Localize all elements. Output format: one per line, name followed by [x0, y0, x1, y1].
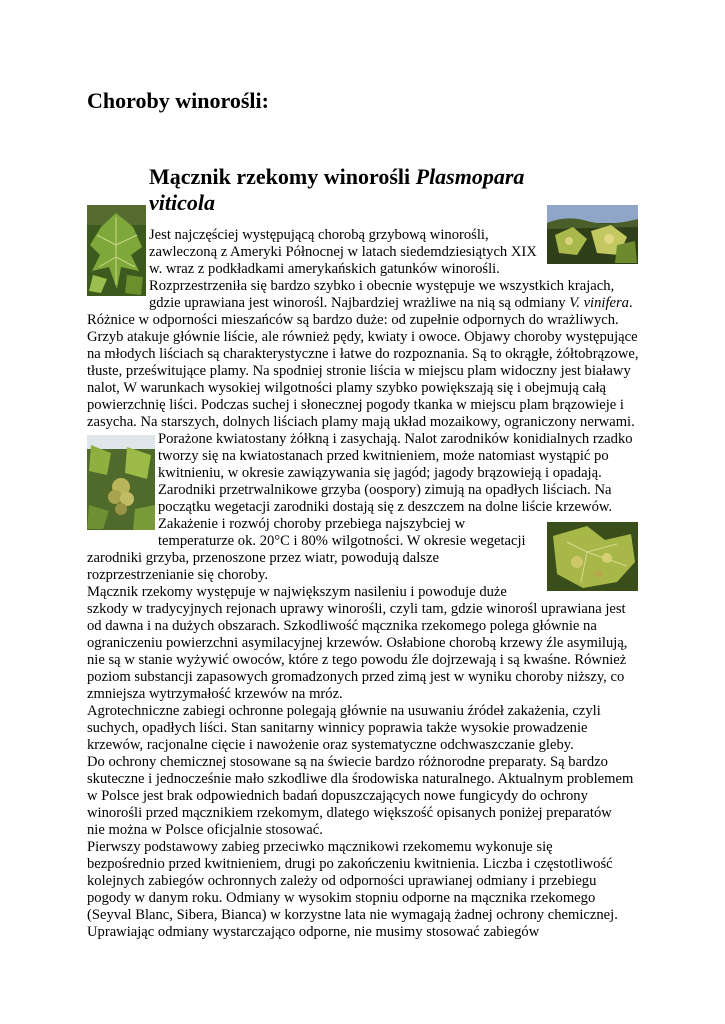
vinifera-latin: V. vinifera — [569, 295, 629, 311]
text-line: Rozprzestrzeniła się bardzo szybko i obecnie występuje we wszystkich krajach, — [149, 278, 615, 294]
vinifera-period: . — [628, 295, 633, 311]
text-line: krzewów, racjonalne cięcie i nawożenie oraz systematyczne odchwaszczanie gleby. — [87, 737, 574, 753]
text-line: w Polsce jest brak odpowiednich badań dopuszczających nowe fungicydy do ochrony — [87, 788, 588, 804]
text-line: rozprzestrzenianie się choroby. — [87, 567, 268, 583]
text-line: zasycha. Na starszych, dolnych liściach plamy mają układ mozaikowy, ograniczony nerwami. — [87, 414, 635, 430]
text-line: początku wegetacji zarodniki dostają się z deszczem na dolne liście krzewów. — [158, 499, 613, 515]
text-line: bezpośrednio przed kwitnieniem, drugi po zakończeniu kwitnienia. Liczba i częstotliwość — [87, 856, 613, 872]
section-title-latin-name: Plasmopara — [415, 164, 525, 189]
text-line: Do ochrony chemicznej stosowane są na świecie bardzo różnorodne preparaty. Są bardzo — [87, 754, 608, 770]
infected-leaves-photo — [547, 205, 638, 264]
section-title-latin-epithet: viticola — [149, 190, 215, 215]
text-line: Pierwszy podstawowy zabieg przeciwko mącznikowi rzekomemu wykonuje się — [87, 839, 553, 855]
text-line: suchych, opadłych liści. Stan sanitarny winnicy poprawia także wysokie prowadzenie — [87, 720, 588, 736]
text-line: tworzy się na kwiatostanach przed kwitnieniem, może natomiast wystąpić po — [158, 448, 609, 464]
text-line: zawleczoną z Ameryki Północnej w latach siedemdziesiątych XIX — [149, 244, 537, 260]
text-line: pogody w danym roku. Odmiany w wysokim stopniu odporne na mącznika rzekomego — [87, 890, 596, 906]
leaf-underside-photo — [547, 522, 638, 591]
text-line: szkody w tradycyjnych rejonach uprawy winorośli, czyli tam, gdzie winorośl uprawiana jest — [87, 601, 626, 617]
text-line: winorośli przed mącznikiem rzekomym, dlatego większość opisanych poniżej preparatów — [87, 805, 612, 821]
page-title: Choroby winorośli: — [87, 88, 269, 113]
section-title-line-1 — [149, 164, 524, 190]
text-line: kolejnych zabiegów ochronnych zależy od odporności uprawianej odmiany i przebiegu — [87, 873, 597, 889]
text-line: na młodych liściach są charakterystyczne i łatwe do rozpoznania. Są to okrągłe, żółtobrązowe, — [87, 346, 639, 362]
text-line: nalot, W warunkach wysokiej wilgotności plamy szybko powiększają się i obejmują całą — [87, 380, 607, 396]
text-line: Agrotechniczne zabiegi ochronne polegają głównie na usuwaniu źródeł zakażenia, czyli — [87, 703, 601, 719]
text-line: kwitnieniu, w okresie zawiązywania się jagód; jagody brązowieją i opadają. — [158, 465, 602, 481]
text-line: od dawna i na dużych obszarach. Szkodliwość mącznika rzekomego polega głównie na — [87, 618, 597, 634]
text-line: powierzchnię liści. Podczas suchej i słonecznej pogody tkanka w miejscu plam brązowieje i — [87, 397, 624, 413]
text-line: Różnice w odporności mieszańców są bardzo duże: od zupełnie odpornych do wrażliwych. — [87, 312, 619, 328]
diseased-cluster-photo — [87, 435, 155, 530]
text-line: Mącznik rzekomy występuje w największym nasileniu i powoduje duże — [87, 584, 507, 600]
text-line: Jest najczęściej występującą chorobą grzybową winorośli, — [149, 227, 489, 243]
text-line: poziom substancji zapasowych gromadzonych przed zimą jest w wyniku choroby niższy, co — [87, 669, 625, 685]
text-line: temperaturze ok. 20°C i 80% wilgotności. W okresie wegetacji — [158, 533, 526, 549]
text-line: zmniejsza wytrzymałość krzewów na mróz. — [87, 686, 343, 702]
text-line: nie można w Polsce oficjalnie stosować. — [87, 822, 323, 838]
text-line: (Seyval Blanc, Sibera, Bianca) w korzystne lata nie wymagają żadnej ochrony chemicznej. — [87, 907, 618, 923]
text-line: Grzyb atakuje głównie liście, ale również pędy, kwiaty i owoce. Objawy choroby występujące — [87, 329, 638, 345]
text-line: nie są w stanie wyżywić owoców, które z tego powodu źle dojrzewają i są kwaśne. Również — [87, 652, 627, 668]
text-line: Porażone kwiatostany żółkną i zasychają. Nalot zarodników konidialnych rzadko — [158, 431, 633, 447]
text-line: Uprawiając odmiany wystarczająco odporne, nie musimy stosować zabiegów — [87, 924, 540, 940]
text-line-vinifera — [149, 295, 633, 311]
text-line: zarodniki grzyba, przenoszone przez wiatr, powodują dalsze — [87, 550, 439, 566]
vinifera-line-text: gdzie uprawiana jest winorośl. Najbardziej wrażliwe na nią są odmiany — [149, 295, 566, 311]
section-title-line-2 — [149, 190, 215, 216]
text-line: skuteczne i jednocześnie mało szkodliwe dla środowiska naturalnego. Aktualnym problemem — [87, 771, 634, 787]
grape-leaf-photo — [87, 205, 146, 296]
section-title-common-name: Mącznik rzekomy winorośli — [149, 164, 411, 189]
text-line: ograniczeniu powierzchni asymilacyjnej krzewów. Osłabione chorobą krzewy źle asymilują, — [87, 635, 628, 651]
text-line: Zakażenie i rozwój choroby przebiega najszybciej w — [158, 516, 466, 532]
text-line: w. wraz z podkładkami amerykańskich gatunków winorośli. — [149, 261, 500, 277]
text-line: tłuste, prześwitujące plamy. Na spodniej stronie liścia w miejscu plam widoczny jest białawy — [87, 363, 631, 379]
text-line: Zarodniki przetrwalnikowe grzyba (oospory) zimują na opadłych liściach. Na — [158, 482, 612, 498]
